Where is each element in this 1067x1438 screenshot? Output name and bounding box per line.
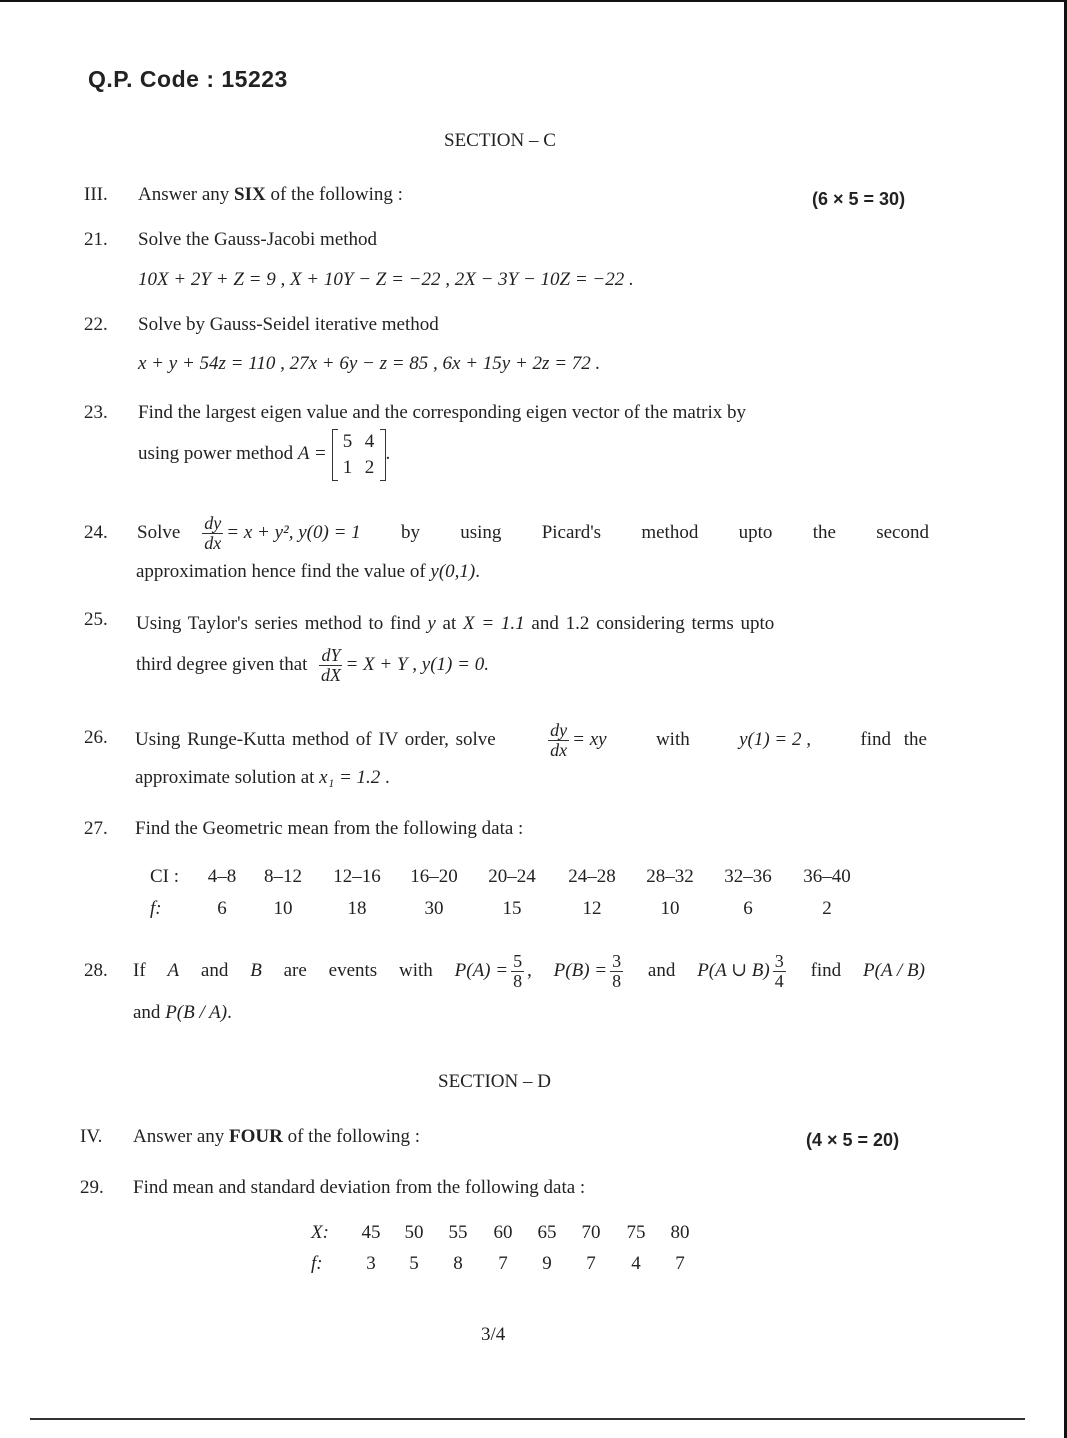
prob-b-given-a: P(B / A) (165, 1002, 228, 1023)
text: Picard's (541, 522, 602, 543)
condition: y(1) = 2 , (739, 729, 812, 750)
question-number: 22. (84, 314, 108, 335)
fraction (773, 952, 786, 991)
equation: = xy (572, 729, 607, 750)
scan-edge-bottom (30, 1418, 1025, 1420)
numerator: dy (204, 512, 222, 533)
table-cell: 8 (453, 1253, 463, 1274)
table-cell: 4–8 (207, 866, 237, 887)
table-cell: 18 (347, 898, 367, 919)
table-cell: 2 (822, 898, 832, 919)
question-text (137, 506, 929, 560)
table-cell: 7 (675, 1253, 685, 1274)
instruction-bold: SIX (234, 184, 266, 205)
table-cell: 5 (409, 1253, 419, 1274)
section-c-title: SECTION – C (444, 130, 556, 151)
table-cell: 45 (361, 1222, 381, 1243)
matrix-lhs: A = (297, 443, 327, 464)
text: approximate solution at (135, 767, 320, 788)
table-cell: 12–16 (333, 866, 381, 887)
variable: y (427, 613, 436, 634)
text: second (876, 522, 929, 543)
page-number: 3/4 (481, 1324, 506, 1345)
table-cell: 28–32 (646, 866, 694, 887)
value: X = 1.1 (462, 613, 525, 634)
equation: = x + y², (226, 522, 294, 543)
period: . (227, 1002, 232, 1023)
text: with (655, 729, 690, 750)
question-text: Find mean and standard deviation from the following data : (133, 1177, 586, 1198)
row-label-f: f: (311, 1253, 323, 1274)
period: . (380, 767, 390, 788)
table-cell: 16–20 (410, 866, 458, 887)
denominator: 4 (774, 970, 784, 991)
instruction-post: of the following : (265, 184, 403, 205)
text: using (460, 522, 502, 543)
instruction-text (133, 1124, 420, 1150)
text: If (133, 960, 146, 981)
text: method (641, 522, 699, 543)
table-cell: 6 (217, 898, 227, 919)
text: using power method (138, 443, 294, 464)
scan-edge-top (0, 0, 1067, 2)
table-cell: 10 (273, 898, 293, 919)
matrix-cell: 5 (342, 430, 353, 452)
table-cell: 32–36 (724, 866, 772, 887)
table-cell: 75 (626, 1222, 646, 1243)
instruction-text (138, 182, 403, 208)
text: find (810, 960, 842, 981)
prob-a-given-b: P(A / B) (863, 960, 925, 981)
period: . (385, 443, 391, 464)
equation: 10X + 2Y + Z = 9 , X + 10Y − Z = −22 , 2X − 3Y − 10Z = −22 . (138, 269, 634, 290)
table-cell: 9 (542, 1253, 552, 1274)
question-number: 29. (80, 1177, 104, 1198)
marks: (6 × 5 = 30) (812, 189, 906, 209)
qp-code: Q.P. Code : 15223 (88, 66, 288, 92)
instruction-pre: Answer any (138, 184, 235, 205)
question-number: 25. (84, 609, 108, 630)
question-text-line2 (133, 1000, 232, 1026)
denominator: dx (550, 739, 568, 760)
table-cell: 10 (660, 898, 680, 919)
text: at (435, 613, 463, 634)
instruction-pre: Answer any (133, 1126, 230, 1147)
table-cell: 36–40 (803, 866, 851, 887)
table-cell: 50 (404, 1222, 424, 1243)
instruction-number: IV. (80, 1126, 103, 1147)
matrix (332, 429, 386, 481)
question-text: Solve by Gauss-Seidel iterative method (138, 314, 439, 335)
question-number: 21. (84, 229, 108, 250)
question-text-line2 (138, 427, 390, 481)
text: events (328, 960, 378, 981)
numerator: 3 (774, 950, 784, 971)
matrix-cell: 1 (342, 456, 353, 478)
table-cell: 20–24 (488, 866, 536, 887)
event-b: B (250, 960, 262, 981)
denominator: 8 (612, 970, 622, 991)
question-text (133, 944, 925, 998)
fraction (202, 514, 223, 553)
question-text (136, 611, 774, 637)
matrix-cell: 4 (364, 430, 375, 452)
table-cell: 15 (502, 898, 522, 919)
prob-b: P(B) = (553, 960, 608, 981)
marks: (4 × 5 = 20) (806, 1130, 900, 1150)
numerator: 5 (513, 950, 523, 971)
question-text-line2 (135, 765, 390, 791)
table-cell: 65 (537, 1222, 557, 1243)
row-label-x: X: (311, 1222, 329, 1243)
prob-a: P(A) = (454, 960, 509, 981)
text: upto (738, 522, 773, 543)
question-text: Solve the Gauss-Jacobi method (138, 229, 378, 250)
denominator: dX (320, 664, 341, 685)
question-text (135, 713, 927, 767)
period: . (475, 561, 480, 582)
instruction-bold: FOUR (229, 1126, 283, 1147)
table-cell: 60 (493, 1222, 513, 1243)
text: third degree given that (136, 654, 308, 675)
question-number: 26. (84, 727, 108, 748)
denominator: dx (204, 532, 222, 553)
text: Using Runge-Kutta method of IV order, solve (135, 729, 496, 750)
text: the (812, 522, 836, 543)
text: Using Taylor's series method to find (136, 613, 428, 634)
value: x₁ = 1.2 (319, 767, 381, 788)
condition: y(0) = 1 (298, 522, 361, 543)
numerator: dY (321, 644, 341, 665)
table-cell: 12 (582, 898, 602, 919)
table-cell: 7 (586, 1253, 596, 1274)
table-cell: 70 (581, 1222, 601, 1243)
table-cell: 80 (670, 1222, 690, 1243)
row-label-ci: CI : (150, 866, 180, 887)
table-cell: 30 (424, 898, 444, 919)
text: by (400, 522, 420, 543)
expression: y(0,1) (430, 561, 476, 582)
row-label-f: f: (150, 898, 162, 919)
text: find the (860, 729, 927, 750)
table-cell: 6 (743, 898, 753, 919)
event-a: A (167, 960, 180, 981)
question-number: 24. (84, 522, 108, 543)
text: and (200, 960, 229, 981)
fraction (548, 721, 569, 760)
table-cell: 8–12 (264, 866, 302, 887)
text: approximation hence find the value of (136, 561, 431, 582)
equation: x + y + 54z = 110 , 27x + 6y − z = 85 , 6x + 15y + 2z = 72 . (138, 353, 601, 374)
instruction-post: of the following : (282, 1126, 421, 1147)
text: and 1.2 considering terms upto (524, 613, 775, 634)
text: and (647, 960, 676, 981)
text: Solve (137, 522, 181, 543)
instruction-number: III. (84, 184, 108, 205)
prob-union: P(A ∪ B) (697, 960, 770, 981)
question-number: 23. (84, 402, 108, 423)
table-cell: 7 (498, 1253, 508, 1274)
question-text: Find the Geometric mean from the following data : (135, 818, 524, 839)
table-cell: 3 (366, 1253, 376, 1274)
table-cell: 24–28 (568, 866, 616, 887)
fraction (511, 952, 524, 991)
section-d-title: SECTION – D (438, 1071, 551, 1092)
question-text-line2 (136, 638, 489, 692)
text: and (133, 1002, 166, 1023)
fraction (610, 952, 623, 991)
question-number: 28. (84, 960, 108, 981)
table-cell: 55 (448, 1222, 468, 1243)
comma: , (527, 960, 532, 981)
numerator: 3 (612, 950, 622, 971)
matrix-cell: 2 (364, 456, 375, 478)
question-text: Find the largest eigen value and the corresponding eigen vector of the matrix by (138, 402, 746, 423)
numerator: dy (550, 719, 568, 740)
text: with (399, 960, 433, 981)
question-number: 27. (84, 818, 108, 839)
equation: = X + Y , y(1) = 0. (345, 654, 489, 675)
fraction (319, 646, 342, 685)
text: are (283, 960, 307, 981)
denominator: 8 (513, 970, 523, 991)
table-cell: 4 (631, 1253, 641, 1274)
question-text-line2 (136, 559, 480, 585)
